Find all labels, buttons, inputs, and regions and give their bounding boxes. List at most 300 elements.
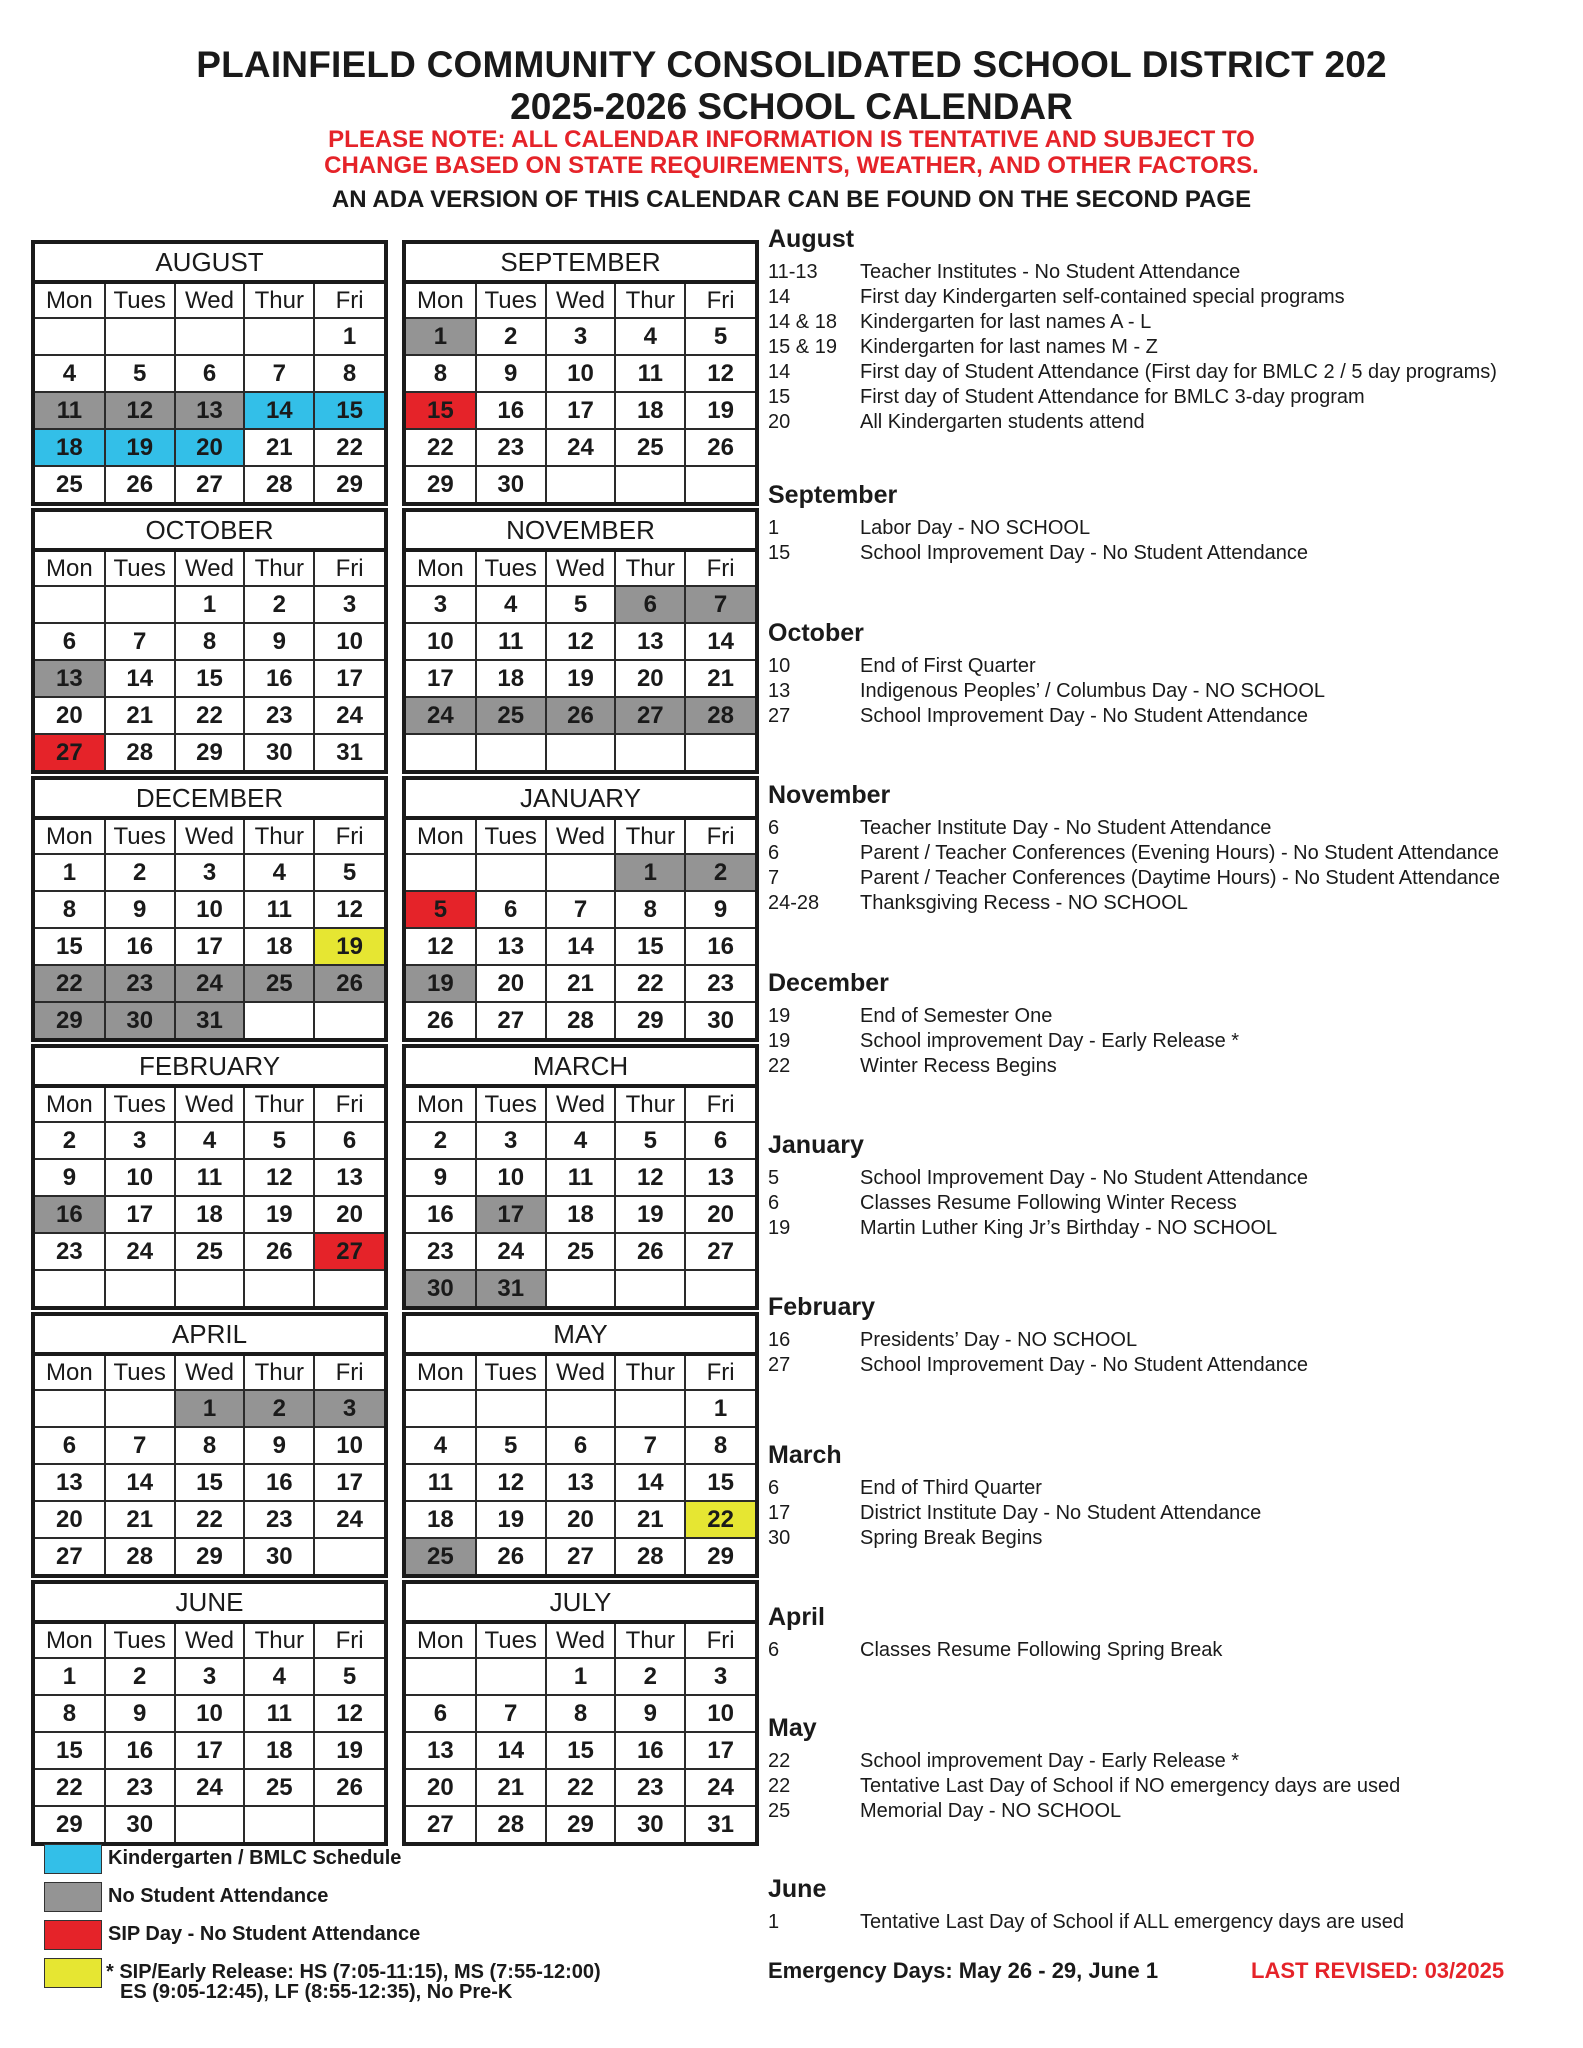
event-description: Indigenous Peoples’ / Columbus Day - NO SCHOOL [860,680,1326,702]
day-header: Fri [685,1088,755,1122]
day-header: Thur [615,552,685,586]
day-cell: 21 [244,429,314,466]
day-cell [244,318,314,355]
legend-swatch-yellow [44,1958,102,1988]
day-cell: 13 [615,623,685,660]
day-cell: 4 [35,355,105,392]
day-cell: 15 [314,392,384,429]
day-cell: 13 [175,392,245,429]
day-cell [105,1390,175,1427]
day-cell: 19 [615,1196,685,1233]
day-cell: 22 [35,1769,105,1806]
day-cell: 16 [406,1196,476,1233]
day-cell: 25 [244,965,314,1002]
day-cell: 31 [314,734,384,770]
day-cell: 14 [615,1464,685,1501]
day-cell: 27 [685,1233,755,1270]
day-header: Tues [476,1624,546,1658]
day-cell: 2 [244,586,314,623]
event-description: First day of Student Attendance for BMLC 3-day program [860,386,1365,408]
day-cell: 12 [314,1695,384,1732]
event-date: 7 [768,867,780,889]
month-december [31,776,388,1042]
month-july [402,1580,759,1846]
month-february [31,1044,388,1310]
event-description: End of Third Quarter [860,1477,1042,1499]
day-header: Tues [476,552,546,586]
day-cell: 5 [406,891,476,928]
day-cell: 10 [406,623,476,660]
event-row [768,1191,1568,1216]
day-cell: 27 [35,734,105,770]
event-description: All Kindergarten students attend [860,411,1145,433]
day-cell: 16 [244,660,314,697]
day-cell: 30 [105,1806,175,1842]
events-december [768,968,1568,1079]
day-header: Tues [476,820,546,854]
event-date: 11-13 [768,261,818,283]
day-header: Thur [244,552,314,586]
day-cell: 6 [35,1427,105,1464]
day-cell: 15 [685,1464,755,1501]
event-description: School Improvement Day - No Student Attendance [860,1167,1309,1189]
day-cell: 30 [685,1002,755,1038]
event-description: Presidents’ Day - NO SCHOOL [860,1329,1138,1351]
day-header: Mon [35,1624,105,1658]
event-description: Tentative Last Day of School if ALL emergency days are used [860,1911,1405,1933]
day-cell [244,1806,314,1842]
day-cell: 2 [406,1122,476,1159]
day-cell: 9 [685,891,755,928]
day-cell [35,586,105,623]
day-cell: 19 [546,660,616,697]
month-title: NOVEMBER [406,512,755,552]
day-cell: 29 [35,1002,105,1038]
event-description: Memorial Day - NO SCHOOL [860,1800,1122,1822]
day-cell: 14 [105,660,175,697]
day-header: Wed [175,284,245,318]
day-cell: 15 [175,1464,245,1501]
day-cell: 30 [406,1270,476,1306]
day-cell: 2 [105,854,175,891]
day-header: Fri [685,820,755,854]
legend-label: Kindergarten / BMLC Schedule [108,1847,402,1869]
events-month-heading: March [768,1441,842,1469]
day-cell: 24 [314,697,384,734]
day-header: Tues [476,1088,546,1122]
day-header: Tues [105,284,175,318]
day-cell: 25 [476,697,546,734]
day-cell: 30 [105,1002,175,1038]
day-cell: 12 [476,1464,546,1501]
day-cell: 21 [546,965,616,1002]
event-description: School improvement Day - Early Release * [860,1030,1240,1052]
day-cell: 26 [476,1538,546,1574]
day-cell: 20 [35,1501,105,1538]
day-cell: 2 [615,1658,685,1695]
event-row [768,841,1568,866]
event-date: 22 [768,1055,791,1077]
day-cell: 13 [406,1732,476,1769]
day-header: Thur [615,284,685,318]
day-cell: 26 [105,466,175,502]
day-cell: 7 [105,623,175,660]
legend-label: SIP Day - No Student Attendance [108,1923,421,1945]
event-row [768,1054,1568,1079]
day-header: Wed [175,1356,245,1390]
event-description: Parent / Teacher Conferences (Daytime Hours) - No Student Attendance [860,867,1500,889]
month-june [31,1580,388,1846]
month-september [402,240,759,506]
event-row [768,866,1568,891]
day-cell: 21 [615,1501,685,1538]
day-cell: 7 [685,586,755,623]
day-cell [546,1270,616,1306]
day-cell: 22 [314,429,384,466]
event-date: 22 [768,1750,791,1772]
event-date: 15 [768,386,791,408]
district-title: PLAINFIELD COMMUNITY CONSOLIDATED SCHOOL DISTRICT 202 [196,44,1387,85]
day-cell: 5 [546,586,616,623]
event-row [768,1774,1568,1799]
legend-label-line2: ES (9:05-12:45), LF (8:55-12:35), No Pre-K [120,1981,513,2003]
event-date: 15 & 19 [768,336,837,358]
day-cell: 22 [406,429,476,466]
day-cell [615,1270,685,1306]
month-november [402,508,759,774]
day-cell [105,586,175,623]
event-row [768,1910,1568,1935]
day-cell: 19 [476,1501,546,1538]
day-cell [476,734,546,770]
day-header: Fri [314,1624,384,1658]
day-cell [406,1658,476,1695]
day-cell: 2 [35,1122,105,1159]
day-cell: 5 [476,1427,546,1464]
day-cell: 24 [175,1769,245,1806]
day-cell: 12 [105,392,175,429]
day-cell: 4 [406,1427,476,1464]
day-header: Mon [35,1356,105,1390]
day-cell [685,466,755,502]
event-date: 1 [768,517,780,539]
day-header: Mon [35,552,105,586]
day-cell: 9 [244,1427,314,1464]
day-cell: 27 [546,1538,616,1574]
day-cell: 26 [314,1769,384,1806]
emergency-days: Emergency Days: May 26 - 29, June 1 [768,1958,1159,1983]
day-cell: 22 [685,1501,755,1538]
event-date: 24-28 [768,892,820,914]
day-cell: 12 [615,1159,685,1196]
day-cell: 3 [314,586,384,623]
event-date: 13 [768,680,791,702]
event-row [768,704,1568,729]
day-cell: 1 [175,1390,245,1427]
day-cell: 18 [244,928,314,965]
month-title: JUNE [35,1584,384,1624]
event-date: 27 [768,1354,791,1376]
day-header: Thur [615,1088,685,1122]
day-cell: 28 [105,1538,175,1574]
day-cell: 17 [175,928,245,965]
day-cell: 5 [314,1658,384,1695]
day-cell: 16 [105,928,175,965]
day-cell: 10 [314,623,384,660]
ada-version-note: AN ADA VERSION OF THIS CALENDAR CAN BE FOUND ON THE SECOND PAGE [331,186,1252,213]
day-cell: 31 [685,1806,755,1842]
day-cell: 1 [35,854,105,891]
event-description: Parent / Teacher Conferences (Evening Hours) - No Student Attendance [860,842,1499,864]
day-cell [175,1270,245,1306]
event-description: Kindergarten for last names A - L [860,311,1152,333]
day-cell: 30 [244,734,314,770]
events-month-heading: May [768,1714,817,1742]
event-description: Teacher Institute Day - No Student Attendance [860,817,1272,839]
day-cell: 24 [685,1769,755,1806]
day-header: Wed [546,552,616,586]
day-cell: 28 [685,697,755,734]
day-cell: 26 [244,1233,314,1270]
day-header: Wed [175,552,245,586]
day-cell: 17 [175,1732,245,1769]
day-header: Wed [546,1624,616,1658]
day-header: Wed [175,820,245,854]
legend-swatch-blue [44,1844,102,1874]
day-header: Mon [406,820,476,854]
events-august [768,224,1568,435]
day-cell: 6 [406,1695,476,1732]
event-description: Classes Resume Following Winter Recess [860,1192,1237,1214]
day-header: Mon [406,1624,476,1658]
day-cell: 1 [685,1390,755,1427]
event-date: 6 [768,1477,780,1499]
events-month-heading: August [768,225,855,253]
day-cell: 11 [175,1159,245,1196]
day-cell: 7 [615,1427,685,1464]
day-cell [476,1658,546,1695]
month-august [31,240,388,506]
event-row [768,310,1568,335]
day-header: Tues [105,1356,175,1390]
day-cell: 28 [615,1538,685,1574]
day-header: Fri [314,284,384,318]
day-cell: 22 [546,1769,616,1806]
month-title: JULY [406,1584,755,1624]
day-cell: 5 [244,1122,314,1159]
event-row [768,1799,1568,1824]
day-cell: 7 [546,891,616,928]
day-cell: 27 [476,1002,546,1038]
day-cell: 2 [244,1390,314,1427]
event-description: Classes Resume Following Spring Break [860,1639,1223,1661]
day-cell: 16 [105,1732,175,1769]
day-cell: 17 [546,392,616,429]
day-cell: 3 [105,1122,175,1159]
day-cell [546,1390,616,1427]
day-cell: 24 [314,1501,384,1538]
day-header: Tues [105,1088,175,1122]
day-cell: 13 [476,928,546,965]
day-cell: 31 [476,1270,546,1306]
day-header: Fri [314,820,384,854]
day-cell: 19 [314,928,384,965]
event-description: School improvement Day - Early Release * [860,1750,1240,1772]
legend-label: No Student Attendance [108,1885,329,1907]
day-cell: 1 [546,1658,616,1695]
event-description: Teacher Institutes - No Student Attendance [860,261,1241,283]
day-cell: 4 [476,586,546,623]
day-header: Wed [546,1088,616,1122]
events-month-heading: September [768,481,898,509]
month-title: MARCH [406,1048,755,1088]
day-cell: 4 [175,1122,245,1159]
day-cell [105,318,175,355]
day-cell: 8 [615,891,685,928]
day-cell: 3 [175,854,245,891]
day-cell: 29 [406,466,476,502]
events-november [768,780,1568,916]
event-description: End of First Quarter [860,655,1036,677]
day-cell: 24 [105,1233,175,1270]
day-cell: 3 [546,318,616,355]
events-month-heading: April [768,1603,825,1631]
day-cell: 23 [35,1233,105,1270]
day-cell: 15 [175,660,245,697]
day-cell [35,318,105,355]
day-cell [476,1390,546,1427]
day-cell [175,1806,245,1842]
day-header: Mon [406,552,476,586]
event-row [768,1749,1568,1774]
day-cell: 3 [476,1122,546,1159]
event-row [768,541,1568,566]
day-cell: 3 [406,586,476,623]
day-cell: 26 [685,429,755,466]
event-date: 6 [768,1639,780,1661]
day-cell [476,854,546,891]
day-cell [175,318,245,355]
day-cell: 29 [314,466,384,502]
day-cell: 17 [406,660,476,697]
day-cell: 25 [546,1233,616,1270]
day-cell: 8 [175,623,245,660]
day-header: Tues [105,820,175,854]
day-cell: 15 [35,1732,105,1769]
event-description: Spring Break Begins [860,1527,1043,1549]
day-cell: 1 [35,1658,105,1695]
day-cell: 22 [615,965,685,1002]
day-cell [314,1806,384,1842]
day-cell: 7 [105,1427,175,1464]
day-cell: 13 [35,1464,105,1501]
event-row [768,1166,1568,1191]
day-cell: 8 [546,1695,616,1732]
day-cell: 15 [35,928,105,965]
legend-swatch-red [44,1920,102,1950]
day-cell: 10 [546,355,616,392]
day-cell: 6 [314,1122,384,1159]
day-cell: 17 [685,1732,755,1769]
day-cell: 2 [105,1658,175,1695]
event-row [768,260,1568,285]
day-header: Mon [406,1356,476,1390]
day-cell: 25 [35,466,105,502]
day-cell: 18 [175,1196,245,1233]
day-cell [406,734,476,770]
day-cell: 5 [615,1122,685,1159]
day-cell [546,854,616,891]
day-cell: 4 [244,854,314,891]
day-cell: 23 [685,965,755,1002]
month-title: SEPTEMBER [406,244,755,284]
day-header: Mon [35,1088,105,1122]
day-header: Mon [406,1088,476,1122]
event-date: 14 [768,286,791,308]
day-cell: 21 [105,1501,175,1538]
day-cell [314,1270,384,1306]
day-cell: 18 [244,1732,314,1769]
event-date: 5 [768,1167,780,1189]
day-cell: 6 [35,623,105,660]
day-cell: 28 [105,734,175,770]
day-cell: 13 [314,1159,384,1196]
day-cell: 19 [406,965,476,1002]
event-row [768,385,1568,410]
last-revised: LAST REVISED: 03/2025 [1251,1958,1505,1983]
day-header: Mon [35,284,105,318]
events-march [768,1440,1568,1551]
events-month-heading: December [768,969,889,997]
event-date: 22 [768,1775,791,1797]
day-cell: 11 [406,1464,476,1501]
month-march [402,1044,759,1310]
month-title: MAY [406,1316,755,1356]
day-cell: 20 [406,1769,476,1806]
day-cell: 1 [406,318,476,355]
day-cell: 13 [546,1464,616,1501]
events-month-heading: January [768,1131,864,1159]
day-cell: 21 [105,697,175,734]
day-cell: 16 [35,1196,105,1233]
event-row [768,679,1568,704]
day-cell: 22 [175,697,245,734]
event-row [768,891,1568,916]
day-cell [685,1270,755,1306]
event-row [768,1004,1568,1029]
day-cell: 23 [406,1233,476,1270]
events-april [768,1602,1568,1663]
day-cell: 7 [244,355,314,392]
day-cell: 24 [546,429,616,466]
day-cell: 22 [35,965,105,1002]
event-description: First day of Student Attendance (First day for BMLC 2 / 5 day programs) [860,361,1497,383]
day-cell: 6 [476,891,546,928]
day-cell: 27 [406,1806,476,1842]
month-title: FEBRUARY [35,1048,384,1088]
event-row [768,1328,1568,1353]
event-row [768,654,1568,679]
day-cell: 14 [244,392,314,429]
event-row [768,516,1568,541]
events-month-heading: October [768,619,864,647]
day-header: Thur [244,820,314,854]
day-cell [685,734,755,770]
day-cell: 11 [615,355,685,392]
events-september [768,480,1568,566]
day-cell: 21 [476,1769,546,1806]
day-cell: 23 [105,965,175,1002]
